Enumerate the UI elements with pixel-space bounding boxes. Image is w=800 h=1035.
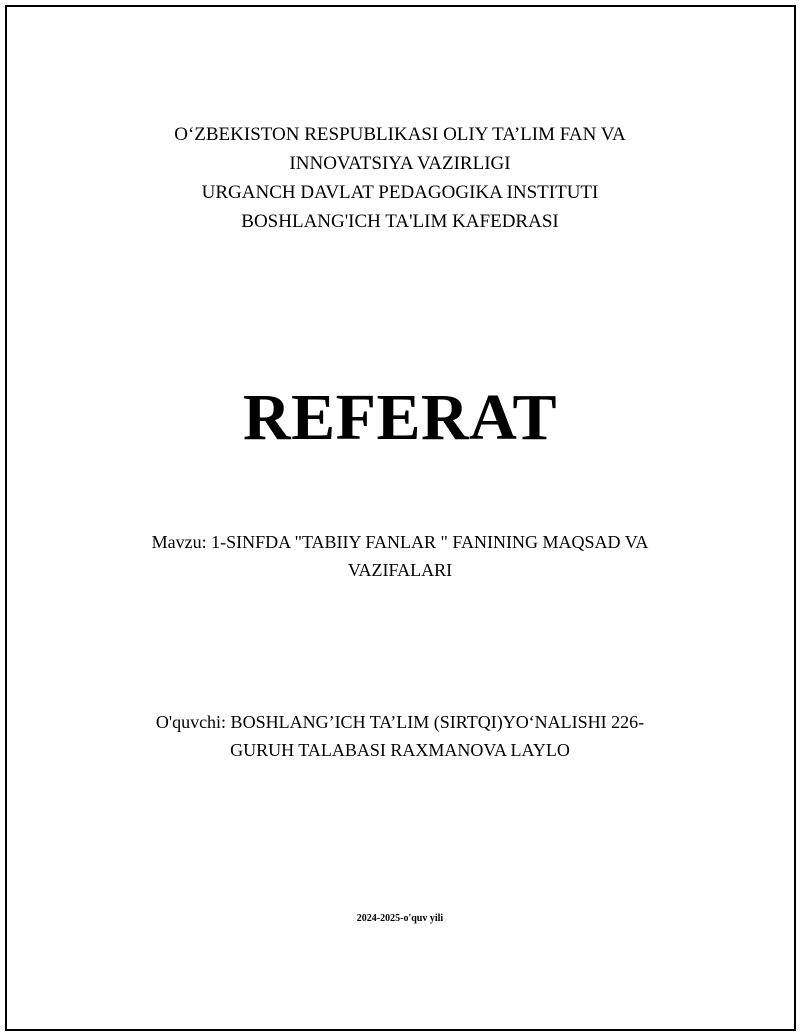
document-title: REFERAT: [243, 381, 557, 454]
student-line-2: GURUH TALABASI RAXMANOVA LAYLO: [230, 740, 570, 760]
institution-header: [0, 120, 800, 236]
student-block: [0, 708, 800, 764]
header-line-4: BOSHLANG'ICH TA'LIM KAFEDRASI: [241, 211, 559, 232]
header-line-2: INNOVATSIYA VAZIRLIGI: [289, 153, 511, 174]
header-line-1: O‘ZBEKISTON RESPUBLIKASI OLIY TA’LIM FAN VA: [174, 124, 626, 145]
topic-line-1: Mavzu: 1-SINFDA "TABIIY FANLAR " FANINING MAQSAD VA: [151, 532, 649, 552]
header-line-3: URGANCH DAVLAT PEDAGOGIKA INSTITUTI: [201, 182, 599, 203]
topic-block: [0, 528, 800, 584]
topic-line-2: VAZIFALARI: [347, 560, 453, 580]
student-line-1: O'quvchi: BOSHLANG’ICH TA’LIM (SIRTQI)YO‘NALISHI 226-: [155, 712, 645, 732]
academic-year: 2024-2025-o'quv yili: [356, 913, 444, 924]
